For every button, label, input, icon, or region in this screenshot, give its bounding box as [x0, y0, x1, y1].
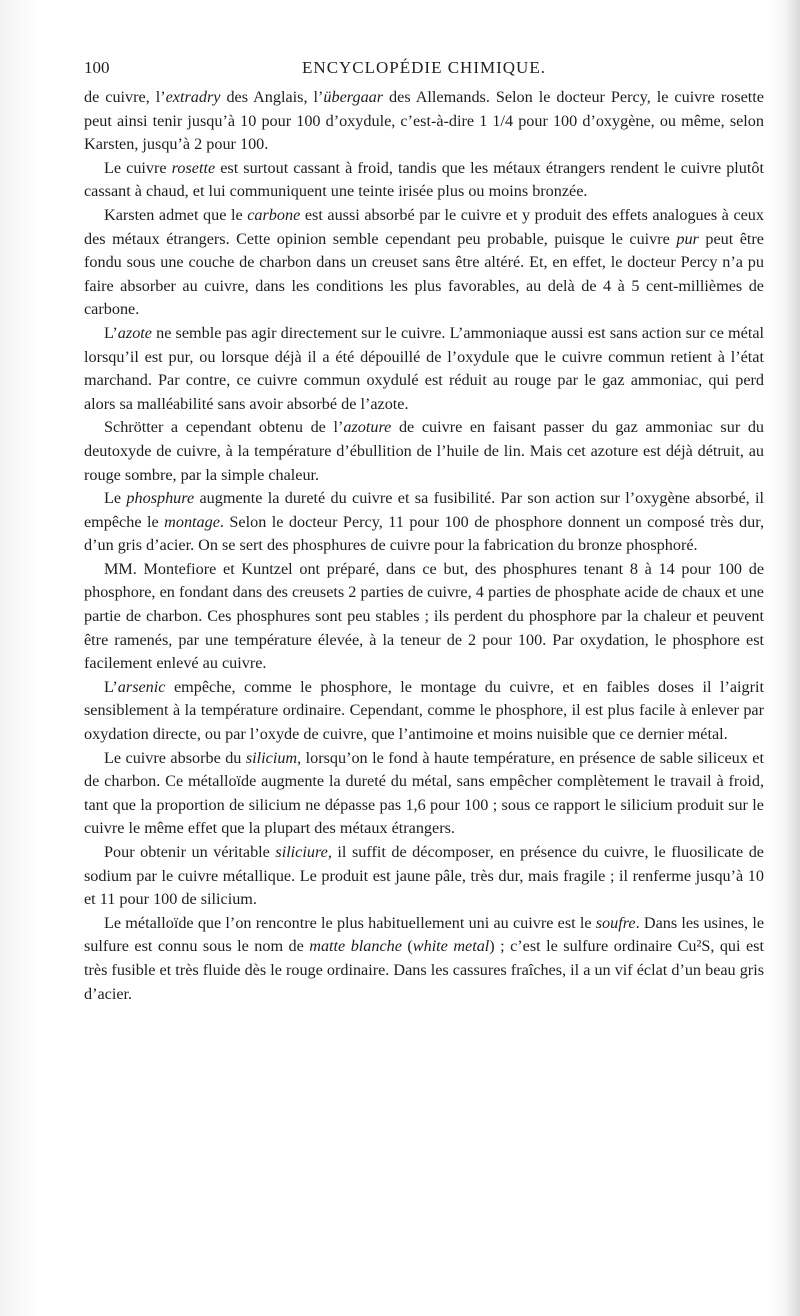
italic-term: phosphure: [126, 489, 195, 508]
paragraph: [84, 204, 764, 322]
italic-term: rosette: [171, 158, 216, 177]
italic-term: white metal: [412, 937, 490, 956]
italic-term: carbone: [247, 205, 301, 224]
italic-term: pur: [676, 229, 699, 248]
text-run: Le métalloïde que l’on rencontre le plus habituellement uni au cuivre est le: [104, 913, 596, 932]
italic-term: extradry: [165, 88, 221, 106]
paragraph: [84, 676, 764, 747]
italic-term: arsenic: [117, 677, 166, 696]
paragraph: [84, 86, 764, 157]
text-run: ) ; c’est le sulfure ordinaire Cu²S, qui est très fusible et très fluide dès le rouge ordinaire. Dans les cassures fraîches, il a un vif éclat d’un beau gris d’acier.: [84, 937, 764, 1003]
text-run: Karsten admet que le: [104, 205, 248, 224]
text-run: , il suffit de décomposer, en présence du cuivre, le fluosilicate de sodium par le cuivre métallique. Le produit est jaune pâle, très dur, mais fragile ; il renferme jusqu’à 10 et 11 pour 100 de silicium.: [84, 843, 764, 909]
text-run: peut être fondu sous une couche de charbon dans un creuset sans être altéré. Et, en effet, le docteur Percy n’a pu faire absorber au cuivre, dans les conditions les plus favorables, au delà de 4 à 5 cent-millièmes de carbone.: [84, 229, 764, 319]
italic-term: azoture: [343, 418, 392, 437]
text-run: de cuivre en faisant passer du gaz ammoniac sur du deutoxyde de cuivre, à la température d’ébullition de l’huile de lin. Mais cet azoture est déjà détruit, au rouge sombre, par la simple chaleur.: [84, 418, 765, 484]
text-run: est aussi absorbé par le cuivre et y produit des effets analogues à ceux des métaux étrangers. Cette opinion semble cependant peu probable, puisque le cuivre: [84, 205, 764, 248]
paragraph: [84, 558, 764, 676]
paragraph: [84, 747, 764, 841]
running-header: [84, 54, 764, 82]
italic-term: azote: [117, 323, 152, 342]
text-run: des Allemands. Selon le docteur Percy, le cuivre rosette peut ainsi tenir jusqu’à 10 pour 100 d’oxydule, c’est-à-dire 1 1/4 pour 100 d’oxygène, ou même, selon Karsten, jusqu’à 2 pour 100.: [84, 88, 764, 154]
text-run: empêche, comme le phosphore, le montage du cuivre, et en faibles doses il l’aigrit sensiblement à la température ordinaire. Cependant, comme le phosphore, il est plus facile à enlever par oxydation directe, ou par l’oxyde de cuivre, que l’antimoine et moins nuisible que ce dernier métal.: [84, 677, 764, 744]
text-run: des Anglais, l’: [220, 88, 324, 106]
page-edge-shadow: [786, 0, 800, 1316]
text-run: . Selon le docteur Percy, 11 pour 100 de phosphore donnent un composé très dur, d’un gris d’acier. On se sert des phosphures de cuivre pour la fabrication du bronze phosphoré.: [84, 512, 764, 555]
paragraph: [84, 322, 764, 416]
italic-term: montage: [164, 512, 220, 531]
italic-term: matte blanche: [309, 937, 402, 956]
italic-term: soufre: [595, 913, 636, 932]
text-run: ne semble pas agir directement sur le cuivre. L’ammoniaque aussi est sans action sur ce métal lorsqu’il est pur, ou lorsque déjà il a été dépouillé de l’oxydule que le cuivre commun retient à l’état marchand. Par contre, ce cuivre commun oxydulé est réduit au rouge par le gaz ammoniac, qui perd alors sa malléabilité sans avoir absorbé de l’azote.: [84, 323, 764, 413]
paragraph: [84, 416, 764, 487]
text-run: est surtout cassant à froid, tandis que les métaux étrangers rendent le cuivre plutôt cassant à chaud, et lui communiquent une teinte irisée plus ou moins bronzée.: [84, 158, 764, 201]
text-run: Le: [104, 489, 127, 508]
running-title: ENCYCLOPÉDIE CHIMIQUE.: [302, 58, 546, 77]
text-run: , lorsqu’on le fond à haute température, en présence de sable siliceux et de charbon. Ce métalloïde augmente la dureté du métal, sans empêcher complètement le travail à froid, tant que la proportion de silicium ne dépasse pas 1,6 pour 100 ; sous ce rapport le silicium produit sur le cuivre le même effet que la plupart des métaux étrangers.: [84, 748, 764, 838]
text-run: (: [401, 937, 413, 956]
paragraph: [84, 157, 764, 204]
body-text: [84, 86, 764, 1006]
paragraph: [84, 912, 764, 1006]
text-run: Schrötter a cependant obtenu de l’: [104, 418, 344, 437]
text-run: augmente la dureté du cuivre et sa fusibilité. Par son action sur l’oxygène absorbé, il empêche le: [84, 489, 764, 531]
italic-term: silicium: [245, 748, 298, 767]
paragraph: [84, 841, 764, 912]
text-run: de cuivre, l’: [84, 88, 166, 106]
page-number: 100: [84, 58, 110, 77]
text-run: Le cuivre absorbe du: [104, 748, 246, 767]
text-run: . Dans les usines, le sulfure est connu sous le nom de: [84, 913, 764, 956]
text-run: MM. Montefiore et Kuntzel ont préparé, dans ce but, des phosphures tenant 8 à 14 pour 100 de phosphore, en fondant dans des creusets 2 parties de cuivre, 4 parties de phosphate acide de chaux et une partie de charbon. Ces phosphures sont peu stables ; ils perdent du phosphore par la chaleur et peuvent être ramenés, par une température élevée, à la teneur de 2 pour 100. Par oxydation, le phosphore est facilement enlevé au cuivre.: [84, 559, 764, 673]
text-run: Pour obtenir un véritable: [104, 843, 276, 861]
italic-term: übergaar: [323, 88, 384, 106]
italic-term: siliciure: [275, 843, 328, 861]
text-run: Le cuivre: [104, 158, 172, 177]
paragraph: [84, 487, 764, 558]
text-run: L’: [104, 323, 118, 342]
text-run: L’: [104, 677, 118, 696]
